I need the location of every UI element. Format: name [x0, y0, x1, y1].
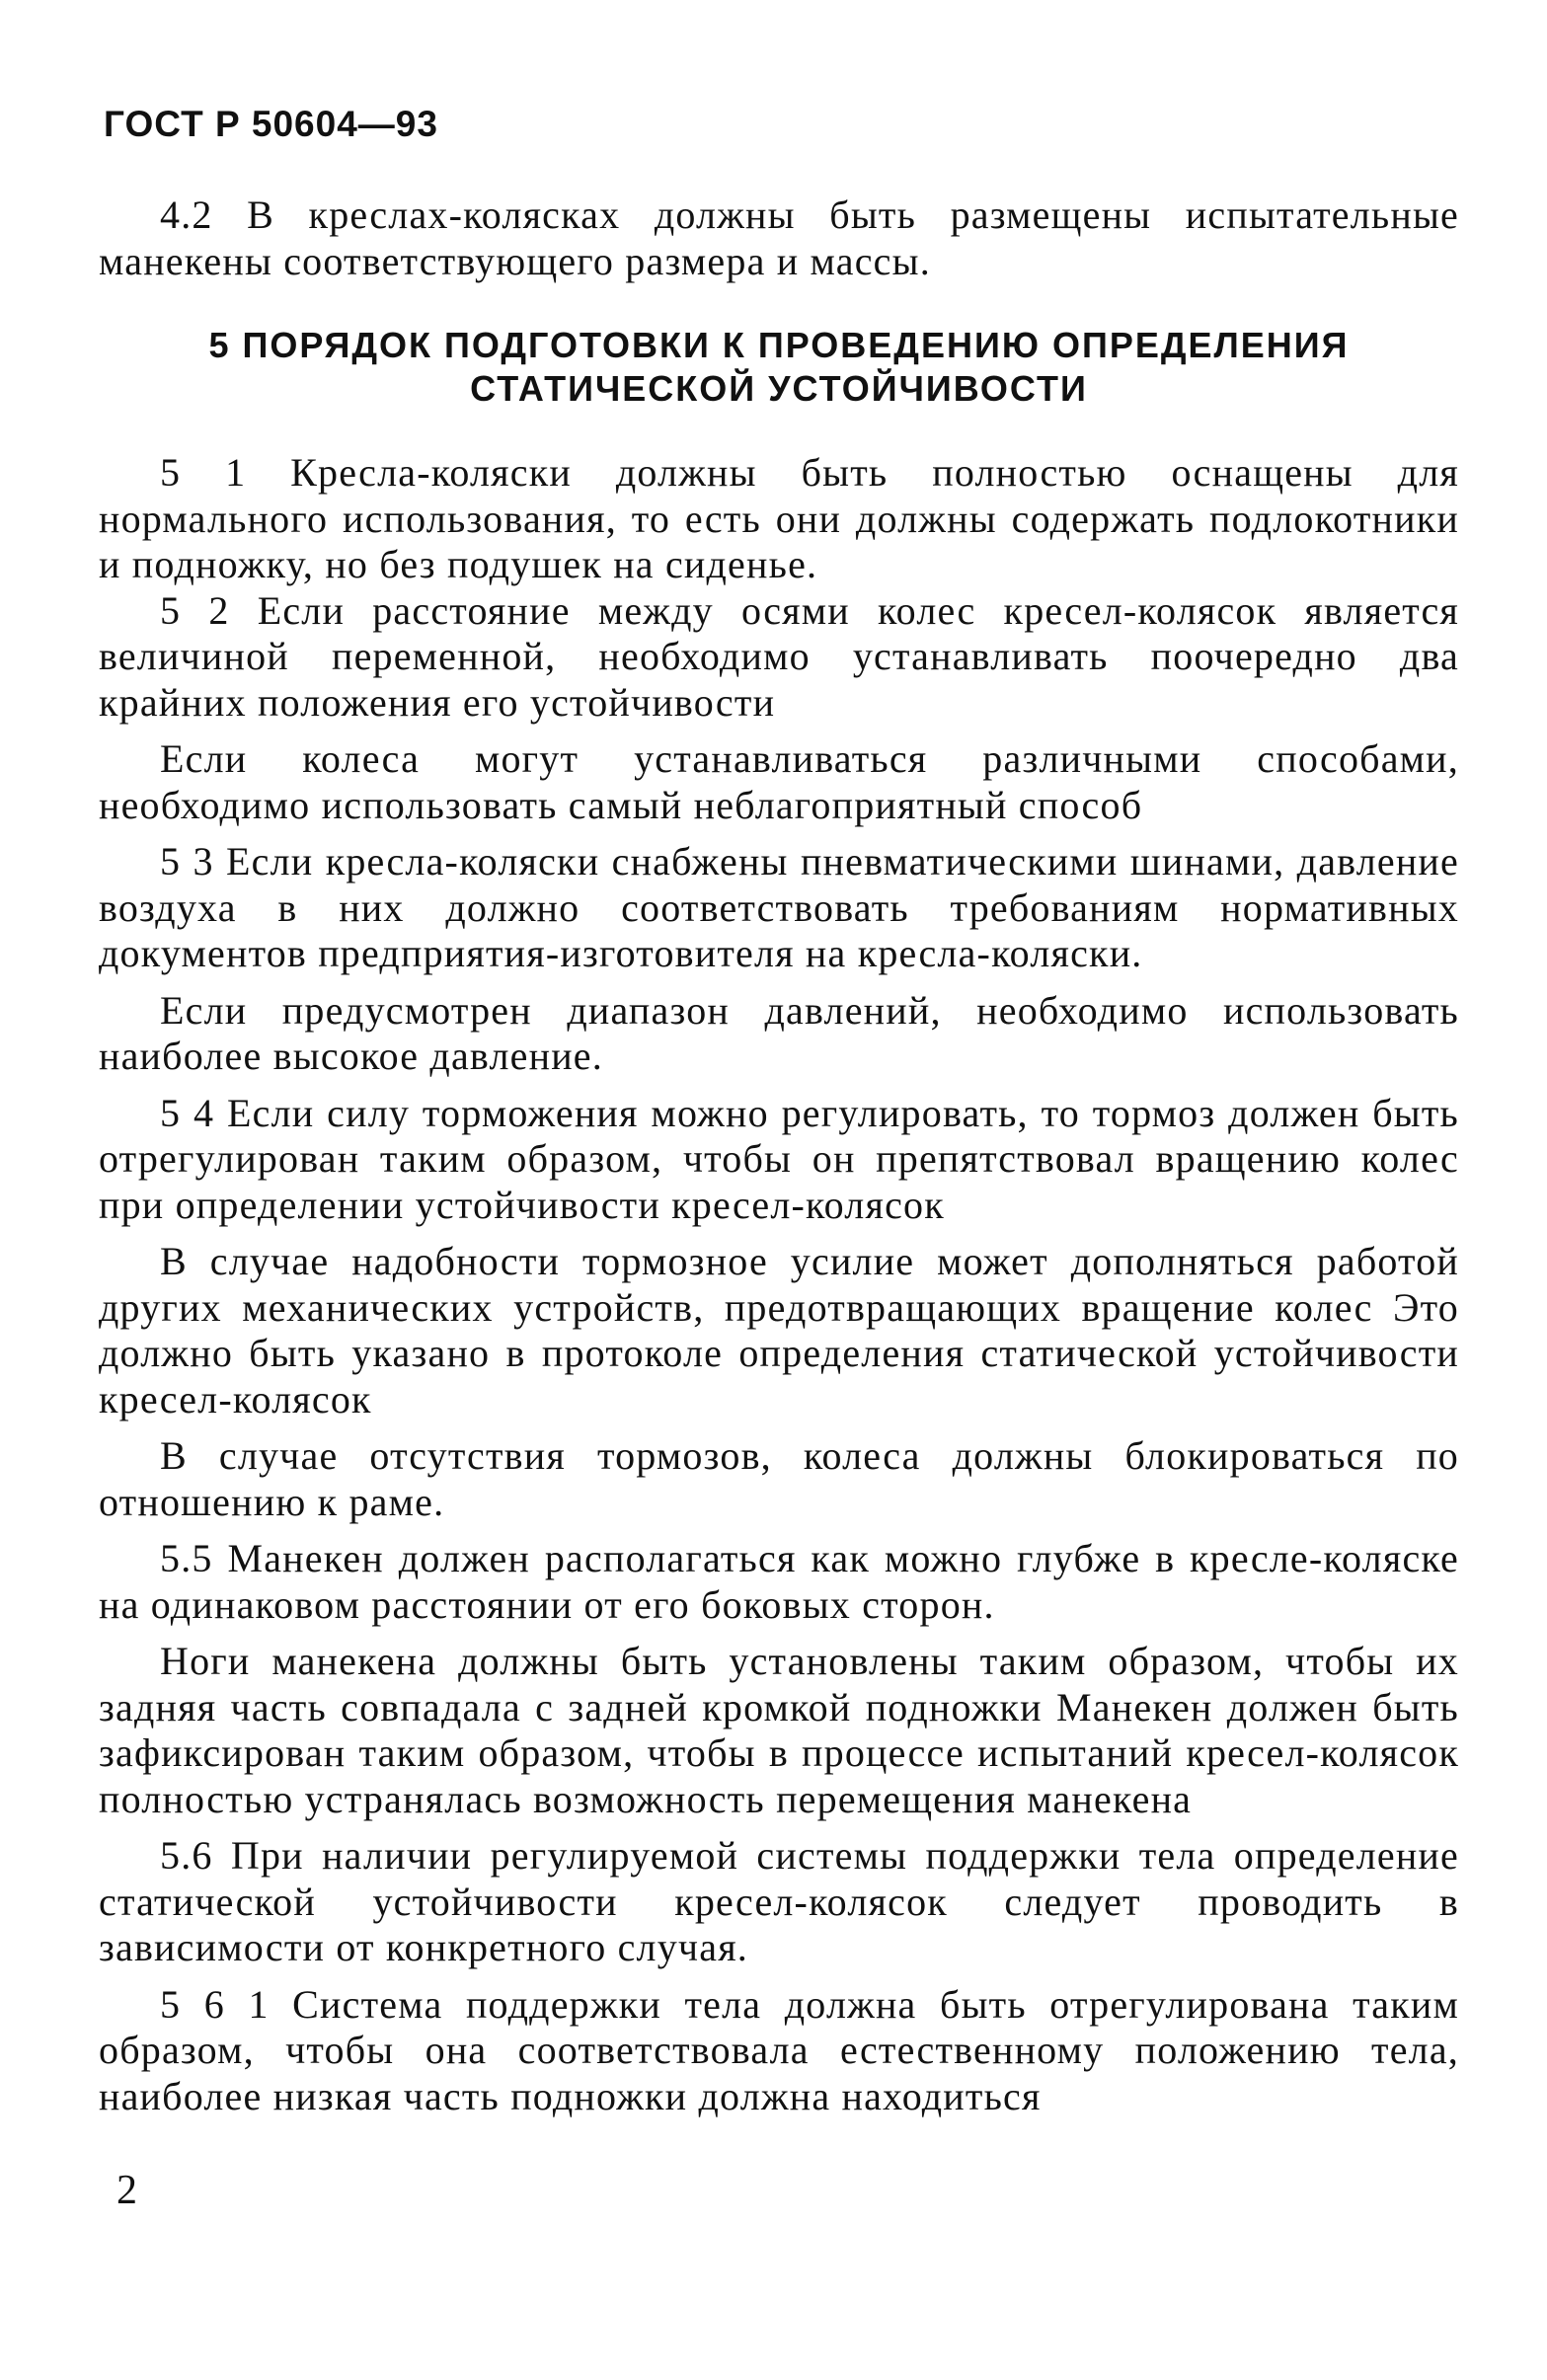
paragraph-4-2: 4.2 В креслах-колясках должны быть размещены испытательные манекены соответствующего размера и массы.	[99, 192, 1459, 283]
page-number: 2	[116, 2168, 137, 2213]
paragraph-5-6: 5.6 При наличии регулируемой системы поддержки тела определение статической устойчивости кресел-колясок следует проводить в зависимости от конкретного случая.	[99, 1833, 1459, 1969]
paragraph-5-4: 5 4 Если силу торможения можно регулировать, то тормоз должен быть отрегулирован таким образом, чтобы он препятствовал вращению колес при определении устойчивости кресел-колясок	[99, 1090, 1459, 1227]
paragraph-5-3: 5 3 Если кресла-коляски снабжены пневматическими шинами, давление воздуха в них должно соответствовать требованиям нормативных документов предприятия-изготовителя на кресла-коляски.	[99, 839, 1459, 975]
paragraph-5-4-no-brakes: В случае отсутствия тормозов, колеса должны блокироваться по отношению к раме.	[99, 1433, 1459, 1524]
document-body	[99, 192, 1459, 2130]
paragraph-5-5-legs: Ноги манекена должны быть установлены таким образом, чтобы их задняя часть совпадала с задней кромкой подножки Манекен должен быть зафиксирован таким образом, чтобы в процессе испытаний кресел-колясок полностью устранялась возможность перемещения манекена	[99, 1639, 1459, 1821]
document-header: ГОСТ Р 50604—93	[104, 104, 438, 144]
paragraph-5-5: 5.5 Манекен должен располагаться как можно глубже в кресле-коляске на одинаковом расстоянии от его боковых сторон.	[99, 1536, 1459, 1627]
paragraph-5-1: 5 1 Кресла-коляски должны быть полностью оснащены для нормального использования, то есть они должны содержать подлокотники и подножку, но без подушек на сиденье.	[99, 450, 1459, 586]
paragraph-5-6-1: 5 6 1 Система поддержки тела должна быть отрегулирована таким образом, чтобы она соответствовала естественному положению тела, наиболее низкая часть подножки должна находиться	[99, 1981, 1459, 2118]
paragraph-5-4-brake-effort: В случае надобности тормозное усилие может дополняться работой других механических устройств, предотвращающих вращение колес Это должно быть указано в протоколе определения статической устойчивости кресел-колясок	[99, 1239, 1459, 1421]
paragraph-5-2: 5 2 Если расстояние между осями колес кресел-колясок является величиной переменной, необходимо устанавливать поочередно два крайних положения его устойчивости	[99, 587, 1459, 725]
paragraph-5-3-pressure: Если предусмотрен диапазон давлений, необходимо использовать наиболее высокое давление.	[99, 987, 1459, 1078]
section-heading: 5 ПОРЯДОК ПОДГОТОВКИ К ПРОВЕДЕНИЮ ОПРЕДЕЛЕНИЯ СТАТИЧЕСКОЙ УСТОЙЧИВОСТИ	[208, 325, 1350, 409]
paragraph-5-2-wheels: Если колеса могут устанавливаться различными способами, необходимо использовать самый неблагоприятный способ	[99, 736, 1459, 827]
